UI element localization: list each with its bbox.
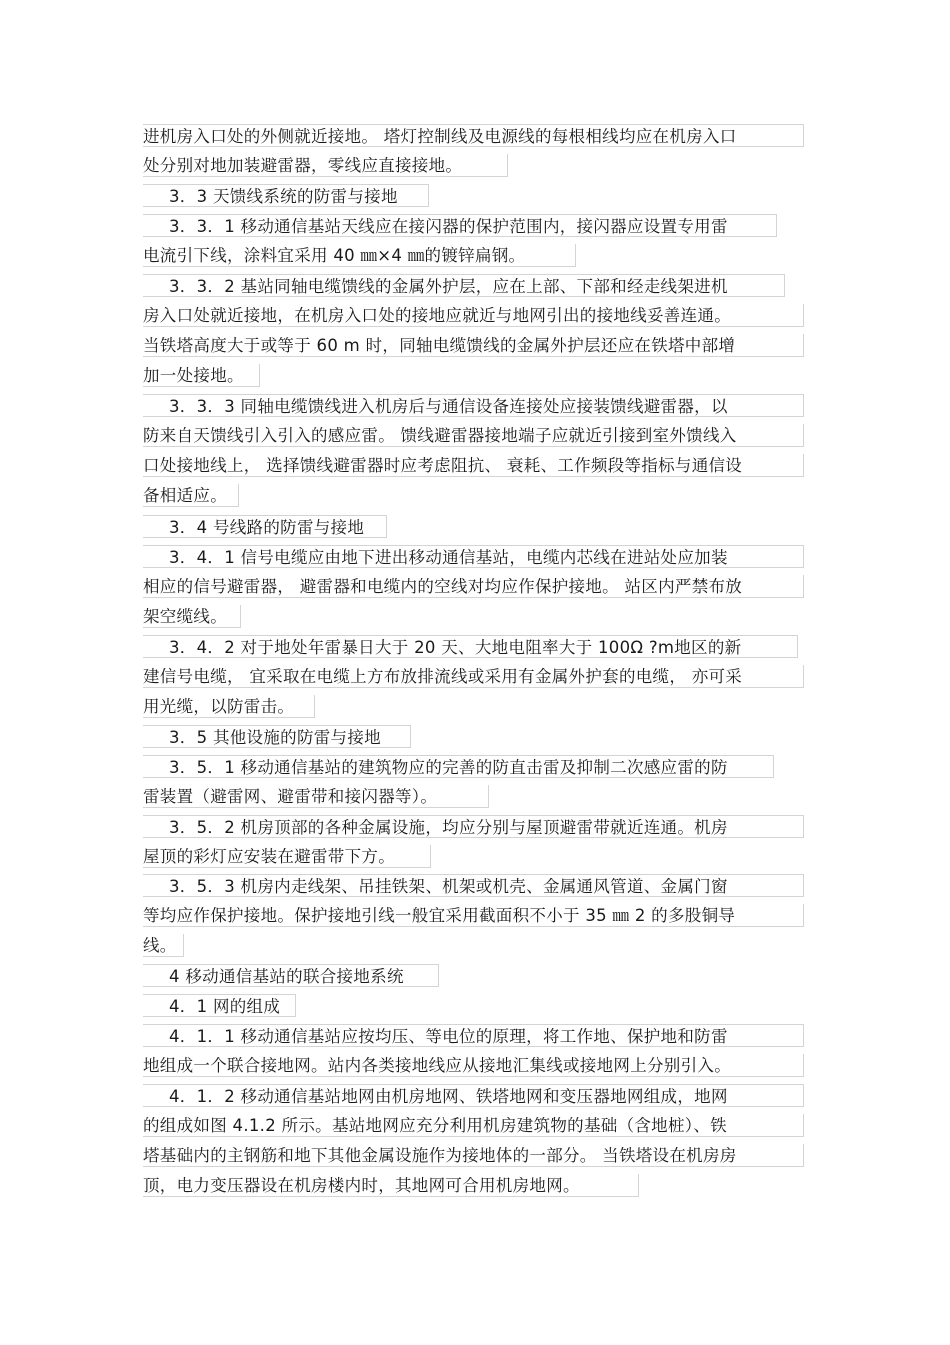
- text-line: 3．5．3 机房内走线架、吊挂铁架、机架或机壳、金属通风管道、金属门窗: [143, 874, 804, 897]
- text-line: 进机房入口处的外侧就近接地。 塔灯控制线及电源线的每根相线均应在机房入口: [143, 124, 804, 147]
- text-line: 顶，电力变压器设在机房楼内时，其地网可合用机房地网。: [143, 1174, 639, 1197]
- text-line: 3．3．3 同轴电缆馈线进入机房后与通信设备连接处应接装馈线避雷器，以: [143, 394, 804, 417]
- text-line: 线。: [143, 934, 184, 957]
- text-line: 电流引下线，涂料宜采用 40 ㎜×4 ㎜的镀锌扁钢。: [143, 244, 576, 267]
- text-line: 3．4．2 对于地处年雷暴日大于 20 天、大地电阻率大于 100Ω ?m地区的新: [143, 635, 798, 658]
- section-heading: 3．5 其他设施的防雷与接地: [143, 725, 411, 748]
- text-line: 雷装置（避雷网、避雷带和接闪器等）。: [143, 785, 489, 808]
- text-line: 架空缆线。: [143, 605, 241, 628]
- section-heading: 4．1 网的组成: [143, 994, 296, 1017]
- text-line: 地组成一个联合接地网。站内各类接地线应从接地汇集线或接地网上分别引入。: [143, 1054, 804, 1077]
- text-line: 3．4．1 信号电缆应由地下进出移动通信基站，电缆内芯线在进站处应加装: [143, 545, 804, 568]
- text-line: 相应的信号避雷器， 避雷器和电缆内的空线对均应作保护接地。 站区内严禁布放: [143, 575, 804, 598]
- text-line: 房入口处就近接地，在机房入口处的接地应就近与地网引出的接地线妥善连通。: [143, 304, 804, 327]
- section-heading: 3．4 号线路的防雷与接地: [143, 515, 387, 538]
- text-line: 的组成如图 4.1.2 所示。基站地网应充分利用机房建筑物的基础（含地桩）、铁: [143, 1114, 804, 1137]
- text-line: 屋顶的彩灯应安装在避雷带下方。: [143, 845, 431, 868]
- text-line: 3．5．1 移动通信基站的建筑物应的完善的防直击雷及抑制二次感应雷的防: [143, 755, 774, 778]
- section-heading: 4 移动通信基站的联合接地系统: [143, 964, 439, 987]
- text-line: 4．1．2 移动通信基站地网由机房地网、铁塔地网和变压器地网组成，地网: [143, 1084, 804, 1107]
- text-line: 加一处接地。: [143, 364, 260, 387]
- text-line: 塔基础内的主钢筋和地下其他金属设施作为接地体的一部分。 当铁塔设在机房房: [143, 1144, 804, 1167]
- section-heading: 3．3 天馈线系统的防雷与接地: [143, 184, 429, 207]
- text-line: 处分别对地加装避雷器，零线应直接接地。: [143, 154, 508, 177]
- text-line: 防来自天馈线引入引入的感应雷。 馈线避雷器接地端子应就近引接到室外馈线入: [143, 424, 804, 447]
- text-line: 用光缆，以防雷击。: [143, 695, 315, 718]
- text-line: 3．3．2 基站同轴电缆馈线的金属外护层，应在上部、下部和经走线架进机: [143, 274, 785, 297]
- text-line: 3．5．2 机房顶部的各种金属设施，均应分别与屋顶避雷带就近连通。机房: [143, 815, 804, 838]
- text-line: 等均应作保护接地。保护接地引线一般宜采用截面积不小于 35 ㎜ 2 的多股铜导: [143, 904, 804, 927]
- text-line: 口处接地线上， 选择馈线避雷器时应考虑阻抗、 衰耗、工作频段等指标与通信设: [143, 454, 804, 477]
- text-line: 当铁塔高度大于或等于 60 m 时，同轴电缆馈线的金属外护层还应在铁塔中部增: [143, 334, 804, 357]
- text-line: 建信号电缆， 宜采取在电缆上方布放排流线或采用有金属外护套的电缆， 亦可采: [143, 665, 804, 688]
- text-line: 3．3．1 移动通信基站天线应在接闪器的保护范围内，接闪器应设置专用雷: [143, 214, 777, 237]
- text-line: 备相适应。: [143, 484, 239, 507]
- text-line: 4．1．1 移动通信基站应按均压、等电位的原理，将工作地、保护地和防雷: [143, 1024, 804, 1047]
